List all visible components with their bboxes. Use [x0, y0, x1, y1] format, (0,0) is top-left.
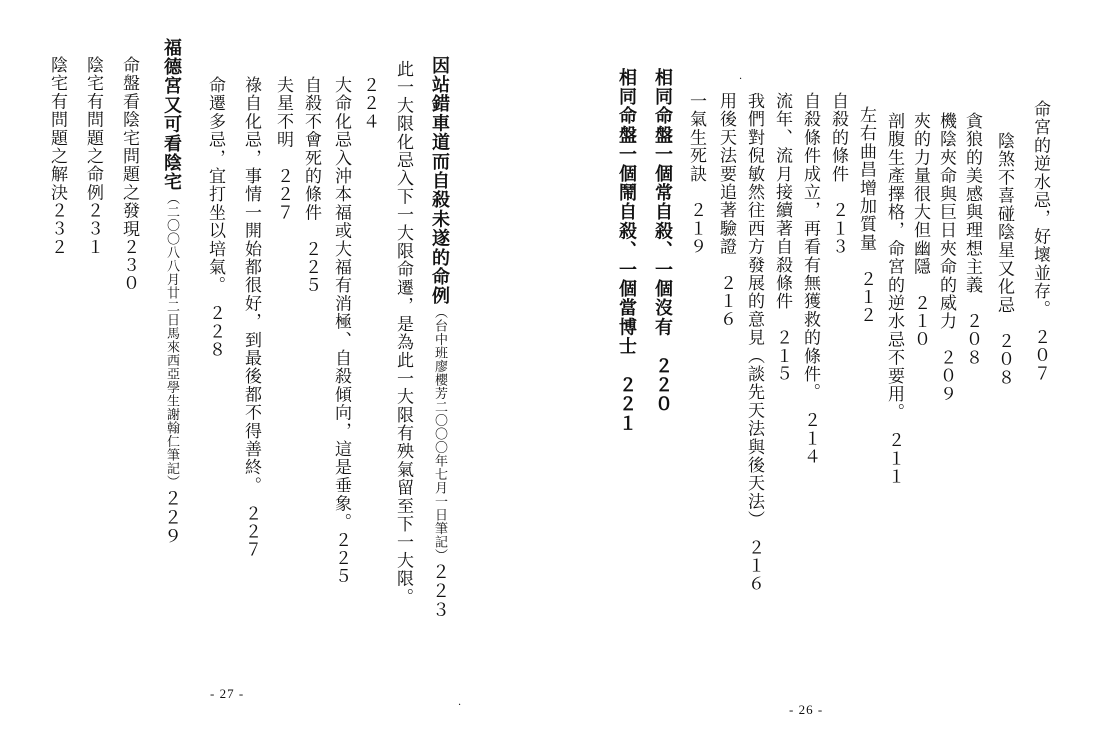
toc-entry: 夾的力量很大但幽隱 ２１０	[910, 112, 930, 349]
toc-entry: 一氣生死訣 ２１９	[686, 92, 706, 256]
toc-entry: 此一大限化忌入下一大限命遷，是為此一大限有殃氣留至下一大限。	[393, 60, 413, 606]
toc-entry: 相同命盤一個常自殺、一個沒有 ２２０	[652, 68, 673, 414]
toc-entry: 祿自化忌，事情一開始都很好，到最後都不得善終。 ２２７	[241, 76, 261, 559]
toc-entry: 自殺的條件 ２１３	[828, 92, 848, 256]
page-number: - 27 -	[210, 686, 245, 701]
toc-entry: 陰煞不喜碰陰星又化忌 ２０８	[994, 132, 1014, 387]
toc-entry: ２２４	[359, 76, 379, 131]
toc-entry: 用後天法要追著驗證 ２１６	[716, 92, 736, 329]
toc-entry: 命遷多忌，宜打坐以培氣。 ２２８	[205, 76, 225, 359]
toc-entry: 機陰夾命與巨日夾命的威力 ２０９	[936, 112, 956, 404]
toc-entry: 夫星不明 ２２７	[273, 76, 293, 222]
toc-entry: 陰宅有問題之解決２３２	[47, 56, 67, 257]
toc-entry-heading-2: 福德宮又可看陰宅（二〇〇八八月廿二日馬來西亞學生謝翰仁筆記）２２９	[161, 38, 182, 547]
left-page	[0, 0, 549, 745]
toc-entry: 命盤看陰宅問題之發現２３０	[119, 56, 139, 293]
toc-entry-heading-1: 因站錯車道而自殺未遂的命例（台中班廖櫻芳二〇〇〇年七月一日筆記）２２３	[429, 56, 450, 620]
dust-speck: ·	[458, 700, 462, 711]
toc-entry: 左右曲昌增加質量 ２１２	[856, 106, 876, 325]
toc-entry: 流年、流月接續著自殺條件 ２１５	[772, 92, 792, 384]
page-number: - 26 -	[789, 702, 824, 717]
toc-entry: 陰宅有問題之命例２３１	[83, 56, 103, 257]
dust-speck: ·	[739, 74, 743, 85]
right-page	[549, 0, 1099, 745]
toc-entry: 大命化忌入沖本福或大福有消極、自殺傾向，這是垂象。２２５	[331, 76, 351, 586]
toc-entry: 剖腹生產擇格，命宮的逆水忌不要用。 ２１１	[884, 112, 904, 486]
toc-entry: 相同命盤一個鬧自殺、一個當博士 ２２１	[616, 68, 637, 433]
toc-entry: 自殺不會死的條件 ２２５	[301, 76, 321, 295]
toc-entry: 我們對倪敏然往西方發展的意見（談先天法與後天法） ２１６	[744, 92, 764, 594]
toc-entry: 自殺條件成立，再看有無獲救的條件。 ２１４	[800, 92, 820, 466]
toc-entry: 命宮的逆水忌，好壞並存。 ２０７	[1030, 100, 1050, 383]
toc-entry: 貪狼的美感與理想主義 ２０８	[962, 112, 982, 367]
